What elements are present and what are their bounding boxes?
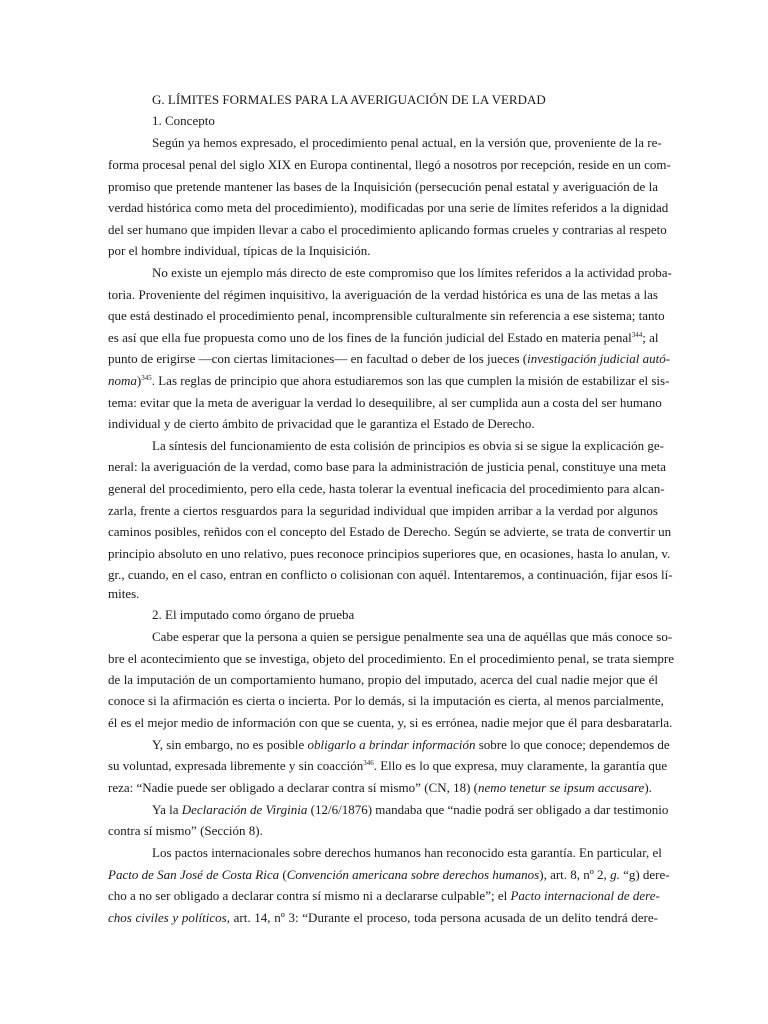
text-run: punto de erigirse —con ciertas limitaciones— en facultad o deber de los jueces ( [108, 351, 528, 366]
text-run: “g) dere- [619, 867, 670, 882]
text-line [108, 909, 658, 927]
text-line [108, 350, 671, 368]
text-line: principio absoluto en uno relativo, pues reconoce principios superiores que, en ocasiones, hasta lo anulan, v. [108, 546, 671, 561]
text-line: Los pactos internacionales sobre derechos humanos han reconocido esta garantía. En particular, el [152, 845, 662, 860]
text-line [108, 779, 658, 797]
text-run: , art. 14, nº 3: “Durante el proceso, toda persona acusada de un delito tendrá dere- [226, 910, 658, 925]
text-line [108, 757, 668, 775]
text-line: individual y de cierto ámbito de privacidad que le garantiza el Estado de Derecho. [108, 416, 535, 431]
text-run: cho a no ser obligado a declarar contra sí mismo ni a declararse culpable”; el [108, 888, 511, 903]
text-run: Ya la [152, 802, 182, 817]
italic-text: noma [108, 373, 137, 388]
text-run: . Las reglas de principio que ahora estudiaremos son las que cumplen la misión de estabilizar el sis- [151, 373, 670, 388]
text-run: ), art. 8, nº 2, [539, 867, 611, 882]
text-line: general del procedimiento, pero ella cede, hasta tolerar la eventual ineficacia del procedimiento para alcan- [108, 481, 665, 496]
text-run: ( [279, 867, 287, 882]
text-line: No existe un ejemplo más directo de este compromiso que los límites referidos a la actividad proba- [152, 265, 672, 280]
text-run: . Ello es lo que expresa, muy claramente, la garantía que [373, 758, 668, 773]
italic-text: nemo tenetur se ipsum accusare [478, 780, 645, 795]
italic-text: Declaración de Virginia [181, 802, 308, 817]
text-line: contra sí mismo” (Sección 8). [108, 823, 263, 838]
footnote-ref-345: 345 [141, 374, 152, 382]
text-line: conoce si la afirmación es cierta o incierta. Por lo demás, si la imputación es cierta, al menos parcialmente, [108, 693, 664, 708]
text-line: neral: la averiguación de la verdad, como base para la administración de justicia penal, constituye una meta [108, 459, 667, 474]
italic-text: chos civiles y políticos [108, 910, 227, 925]
text-line: él es el mejor medio de información con que se cuenta, y, si es errónea, nadie mejor que él para desbaratarla. [108, 715, 673, 730]
text-line: toria. Proveniente del régimen inquisitivo, la averiguación de la verdad histórica es una de las metas a las [108, 287, 658, 302]
italic-text: g. [610, 867, 620, 882]
text-line: Según ya hemos expresado, el procedimiento penal actual, en la versión que, proveniente de la re- [152, 135, 662, 150]
text-line: zarla, frente a ciertos resguardos para la seguridad individual que impiden arribar a la verdad por algunos [108, 503, 658, 518]
text-line [108, 887, 658, 905]
section-heading: G. LÍMITES FORMALES PARA LA AVERIGUACIÓN DE LA VERDAD [152, 92, 546, 107]
text-line: del ser humano que impiden llevar a cabo el procedimiento aplicando formas crueles y contrarias al respeto [108, 222, 667, 237]
italic-text: investigación judicial autó- [527, 351, 671, 366]
text-line [152, 801, 669, 819]
text-line: bre el acontecimiento que se investiga, objeto del procedimiento. En el procedimiento penal, se trata siempre [108, 651, 675, 666]
text-line: Cabe esperar que la persona a quien se persigue penalmente sea una de aquéllas que más conoce so- [152, 629, 673, 644]
text-line: forma procesal penal del siglo XIX en Europa continental, llegó a nosotros por recepción, reside en un com- [108, 157, 671, 172]
footnote-ref-346: 346 [363, 759, 374, 767]
text-line: La síntesis del funcionamiento de esta colisión de principios es obvia si se sigue la explicación ge- [152, 438, 664, 453]
italic-text: Convención americana sobre derechos humanos [286, 867, 540, 882]
text-line: por el hombre individual, típicas de la Inquisición. [108, 243, 371, 258]
text-line: que está destinado el procedimiento penal, incomprensible culturalmente sin referencia a ese sistema; tanto [108, 308, 665, 323]
italic-text: Pacto internacional de dere- [510, 888, 660, 903]
text-line: mites. [108, 586, 140, 601]
text-line: gr., cuando, en el caso, entran en conflicto o colisionan con aquél. Intentaremos, a continuación, fijar esos lí- [108, 567, 673, 582]
footnote-ref-344: 344 [631, 331, 643, 339]
text-run: reza: “Nadie puede ser obligado a declarar contra sí mismo” (CN, 18) ( [108, 780, 478, 795]
text-run: (12/6/1876) mandaba que “nadie podrá ser obligado a dar testimonio [307, 802, 669, 817]
italic-text: Pacto de San José de Costa Rica [108, 867, 280, 882]
subsection-heading-concepto: 1. Concepto [152, 113, 215, 128]
text-line [108, 866, 670, 884]
italic-text: obligarlo a brindar información [307, 737, 476, 752]
text-line: promiso que pretende mantener las bases de la Inquisición (persecución penal estatal y averiguación de la [108, 179, 658, 194]
text-run: ). [644, 780, 652, 795]
text-line [108, 329, 658, 347]
text-run: Y, sin embargo, no es posible [152, 737, 308, 752]
text-line: verdad histórica como meta del procedimiento), modificadas por una serie de límites referidos a la dignidad [108, 200, 669, 215]
text-line [108, 372, 670, 390]
text-run: ; al [642, 330, 659, 345]
text-run: su voluntad, expresada libremente y sin coacción [108, 758, 364, 773]
text-line: de la imputación de un comportamiento humano, propio del imputado, acerca del cual nadie mejor que él [108, 672, 658, 687]
subsection-heading-imputado: 2. El imputado como órgano de prueba [152, 607, 355, 622]
text-run: ) [136, 373, 142, 388]
text-line [152, 736, 670, 754]
text-run: sobre lo que conoce; dependemos de [475, 737, 670, 752]
text-line: tema: evitar que la meta de averiguar la verdad lo desequilibre, al ser cumplida aun a costa del ser humano [108, 395, 662, 410]
text-line: caminos posibles, reñidos con el concepto del Estado de Derecho. Según se advierte, se trata de convertir un [108, 524, 672, 539]
text-run: es así que ella fue propuesta como uno de los fines de la función judicial del Estado en materia penal [108, 330, 632, 345]
